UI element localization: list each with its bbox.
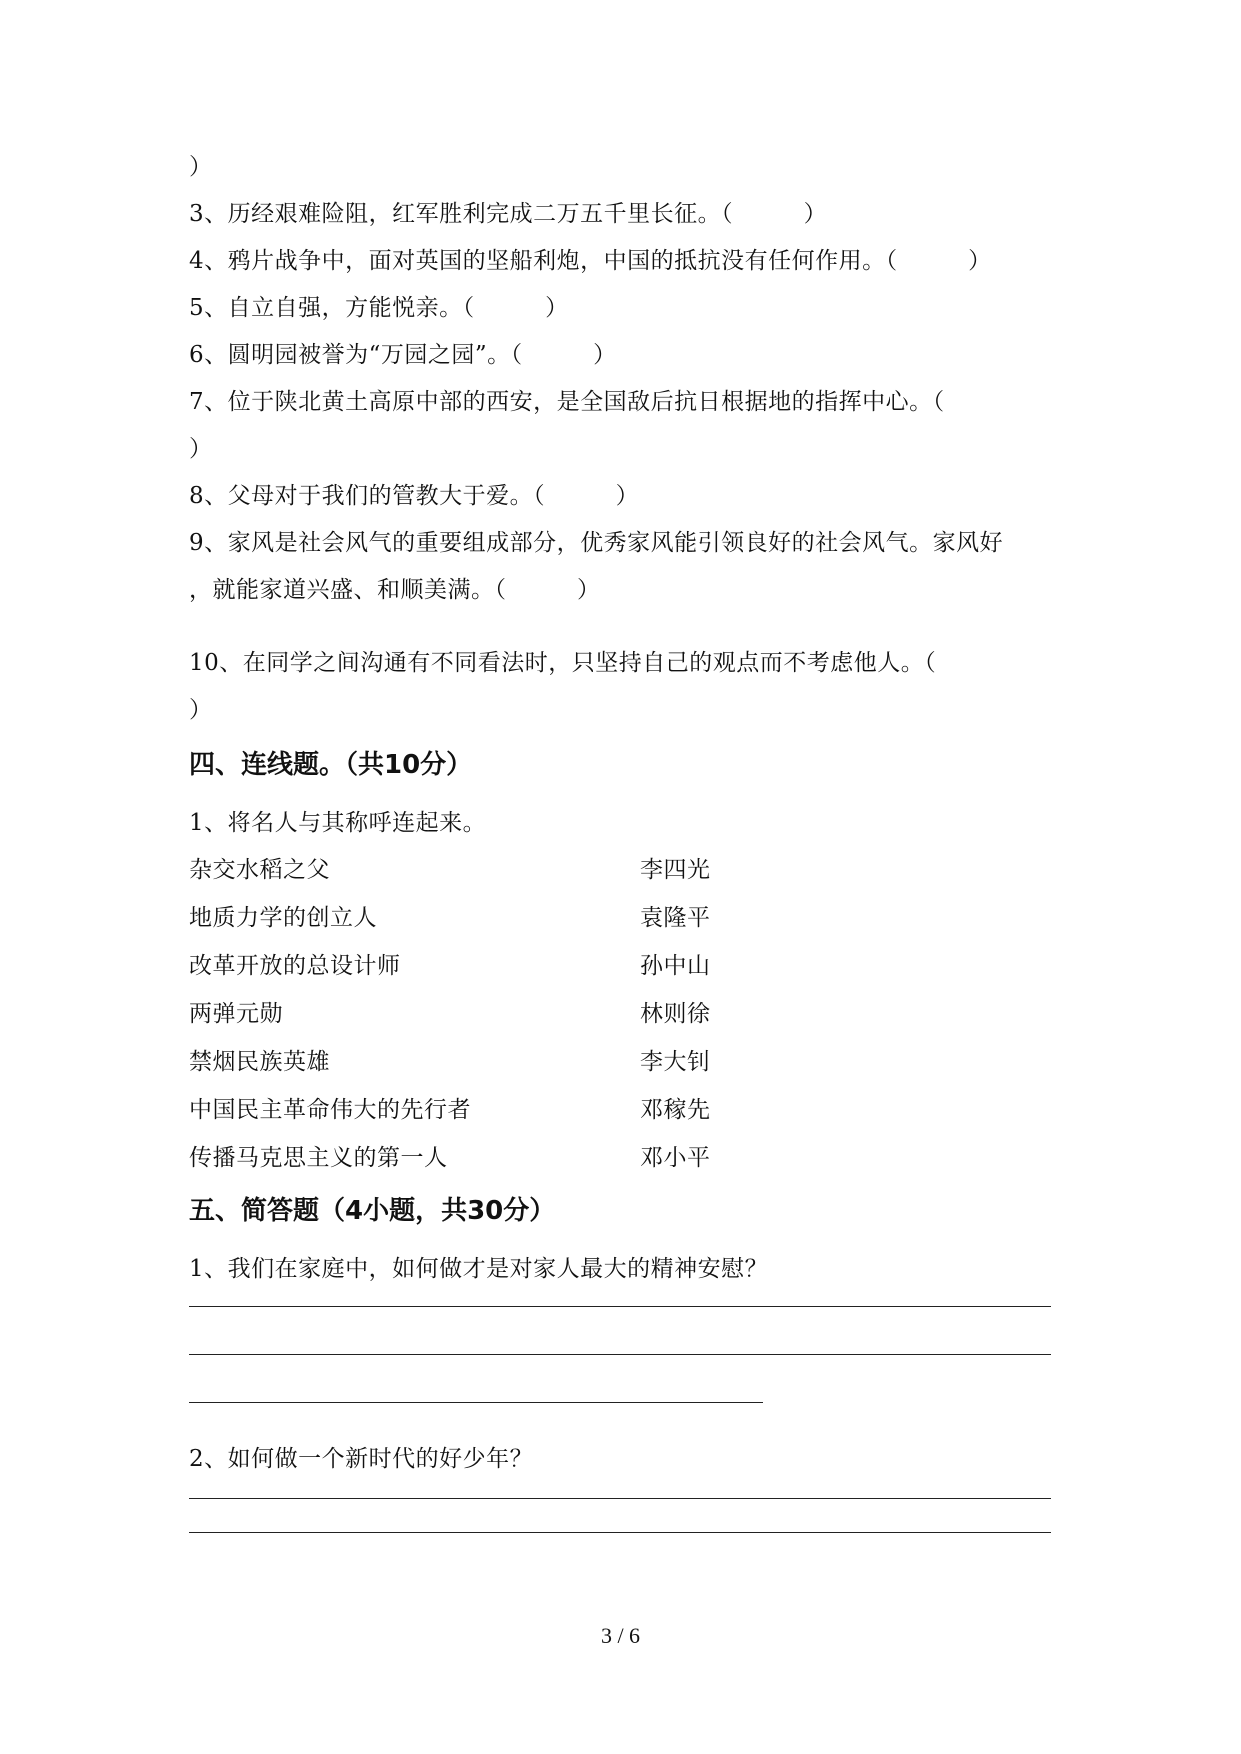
match-name: 李大钊 (640, 1049, 711, 1075)
judgement-item-6: 6、圆明园被誉为“万园之园”。（ ） (189, 342, 617, 368)
section5-question-2: 2、如何做一个新时代的好少年？ (189, 1446, 534, 1472)
judgement-item-9: 9、家风是社会风气的重要组成部分，优秀家风能引领良好的社会风气。家风好 (189, 530, 1004, 556)
answer-line[interactable] (189, 1532, 1051, 1533)
match-name: 孙中山 (640, 953, 711, 979)
judgement-item-5: 5、自立自强，方能悦亲。（ ） (189, 295, 569, 321)
match-name: 袁隆平 (640, 905, 711, 931)
match-title: 改革开放的总设计师 (189, 953, 401, 979)
judgement-item-7-paren: ） (189, 436, 213, 462)
answer-line[interactable] (189, 1354, 1051, 1355)
match-name: 邓稼先 (640, 1097, 711, 1123)
match-title: 禁烟民族英雄 (189, 1049, 330, 1075)
match-name: 邓小平 (640, 1145, 711, 1171)
judgement-item-7: 7、位于陕北黄土高原中部的西安，是全国敌后抗日根据地的指挥中心。（ (189, 389, 945, 415)
match-title: 杂交水稻之父 (189, 857, 330, 883)
judgement-item-10: 10、在同学之间沟通有不同看法时，只坚持自己的观点而不考虑他人。（ (189, 650, 937, 676)
answer-line[interactable] (189, 1498, 1051, 1499)
match-name: 林则徐 (640, 1001, 711, 1027)
match-title: 传播马克思主义的第一人 (189, 1145, 448, 1171)
match-title: 中国民主革命伟大的先行者 (189, 1097, 471, 1123)
match-title: 地质力学的创立人 (189, 905, 377, 931)
judgement-item-4: 4、鸦片战争中，面对英国的坚船利炮，中国的抵抗没有任何作用。（ ） (189, 248, 992, 274)
section5-heading: 五、简答题（4小题，共30分） (189, 1196, 556, 1226)
judgement-item-9-cont: ，就能家道兴盛、和顺美满。（ ） (189, 577, 601, 603)
judgement-item-8: 8、父母对于我们的管教大于爱。（ ） (189, 483, 640, 509)
judgement-item-3: 3、历经艰难险阻，红军胜利完成二万五千里长征。（ ） (189, 201, 828, 227)
match-title: 两弹元勋 (189, 1001, 283, 1027)
match-name: 李四光 (640, 857, 711, 883)
section5-question-1: 1、我们在家庭中，如何做才是对家人最大的精神安慰？ (189, 1256, 769, 1282)
page-number: 3 / 6 (600, 1623, 641, 1648)
continuation-paren: ） (189, 154, 213, 180)
answer-line[interactable] (189, 1306, 1051, 1307)
judgement-item-10-paren: ） (189, 697, 213, 723)
answer-line[interactable] (189, 1402, 763, 1403)
section4-heading: 四、连线题。（共10分） (189, 750, 473, 780)
section4-question: 1、将名人与其称呼连起来。 (189, 810, 487, 836)
